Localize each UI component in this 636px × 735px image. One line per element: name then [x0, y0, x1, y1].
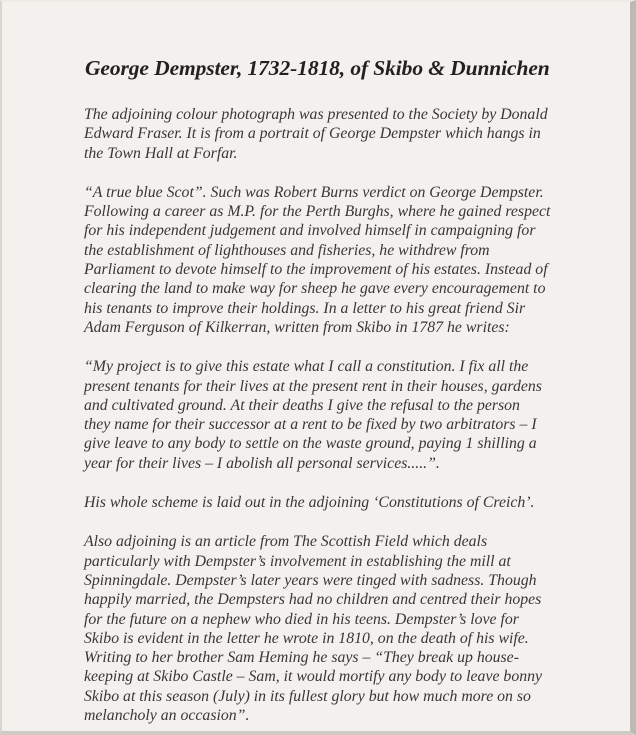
- text-line: clearing the land to make way for sheep he gave every encouragement to: [84, 280, 546, 298]
- paragraph-intro: [84, 105, 604, 163]
- text-line: keeping at Skibo Castle – Sam, it would mortify any body to leave bonny: [84, 668, 543, 686]
- text-line: the establishment of lighthouses and fisheries, he withdrew from: [84, 241, 490, 259]
- text-line: Adam Ferguson of Kilkerran, written from Skibo in 1787 he writes:: [84, 318, 510, 336]
- document-title: George Dempster, 1732-1818, of Skibo & Dunnichen: [85, 56, 550, 80]
- text-line: Parliament to devote himself to the improvement of his estates. Instead of: [84, 261, 548, 279]
- document-body: [84, 105, 604, 735]
- text-line: melancholy an occasion”.: [84, 707, 250, 725]
- text-line: they name for their successor at a rent to be fixed by two arbitrators – I: [84, 416, 537, 434]
- text-line: present tenants for their lives at the present rent in their houses, gardens: [84, 377, 542, 395]
- text-line: happily married, the Dempsters had no children and centred their hopes: [84, 591, 542, 609]
- text-line: Writing to her brother Sam Heming he says – “They break up house-: [84, 649, 519, 667]
- paragraph-article: [84, 532, 604, 725]
- text-line: His whole scheme is laid out in the adjoining ‘Constitutions of Creich’.: [84, 494, 535, 512]
- text-line: Following a career as M.P. for the Perth Burghs, where he gained respect: [84, 203, 551, 221]
- paragraph-quote: [84, 357, 604, 473]
- text-line: his tenants to improve their holdings. In a letter to his great friend Sir: [84, 299, 526, 317]
- text-line: for his independent judgement and involved himself in campaigning for: [84, 222, 536, 240]
- text-line: particularly with Dempster’s involvement in establishing the mill at: [84, 552, 511, 570]
- text-line: Also adjoining is an article from The Scottish Field which deals: [84, 533, 488, 551]
- paragraph-biography: [84, 183, 604, 337]
- text-line: Edward Fraser. It is from a portrait of George Dempster which hangs in: [84, 125, 541, 143]
- text-line: Skibo at this season (July) in its fullest glory but how much more on so: [84, 687, 531, 705]
- text-line: year for their lives – I abolish all personal services.....”.: [84, 454, 440, 472]
- text-line: for the future on a nephew who died in his teens. Dempster’s love for: [84, 610, 519, 628]
- text-line: the Town Hall at Forfar.: [84, 144, 238, 162]
- text-line: “My project is to give this estate what I call a constitution. I fix all the: [84, 358, 529, 376]
- text-line: Skibo is evident in the letter he wrote in 1810, on the death of his wife.: [84, 629, 529, 647]
- text-line: Spinningdale. Dempster’s later years were tinged with sadness. Though: [84, 571, 537, 589]
- text-line: and cultivated ground. At their deaths I give the refusal to the person: [84, 396, 520, 414]
- paragraph-scheme: [84, 493, 604, 512]
- text-line: give leave to any body to settle on the waste ground, paying 1 shilling a: [84, 435, 537, 453]
- text-line: “A true blue Scot”. Such was Robert Burns verdict on George Dempster.: [84, 183, 544, 201]
- text-line: The adjoining colour photograph was presented to the Society by Donald: [84, 106, 548, 123]
